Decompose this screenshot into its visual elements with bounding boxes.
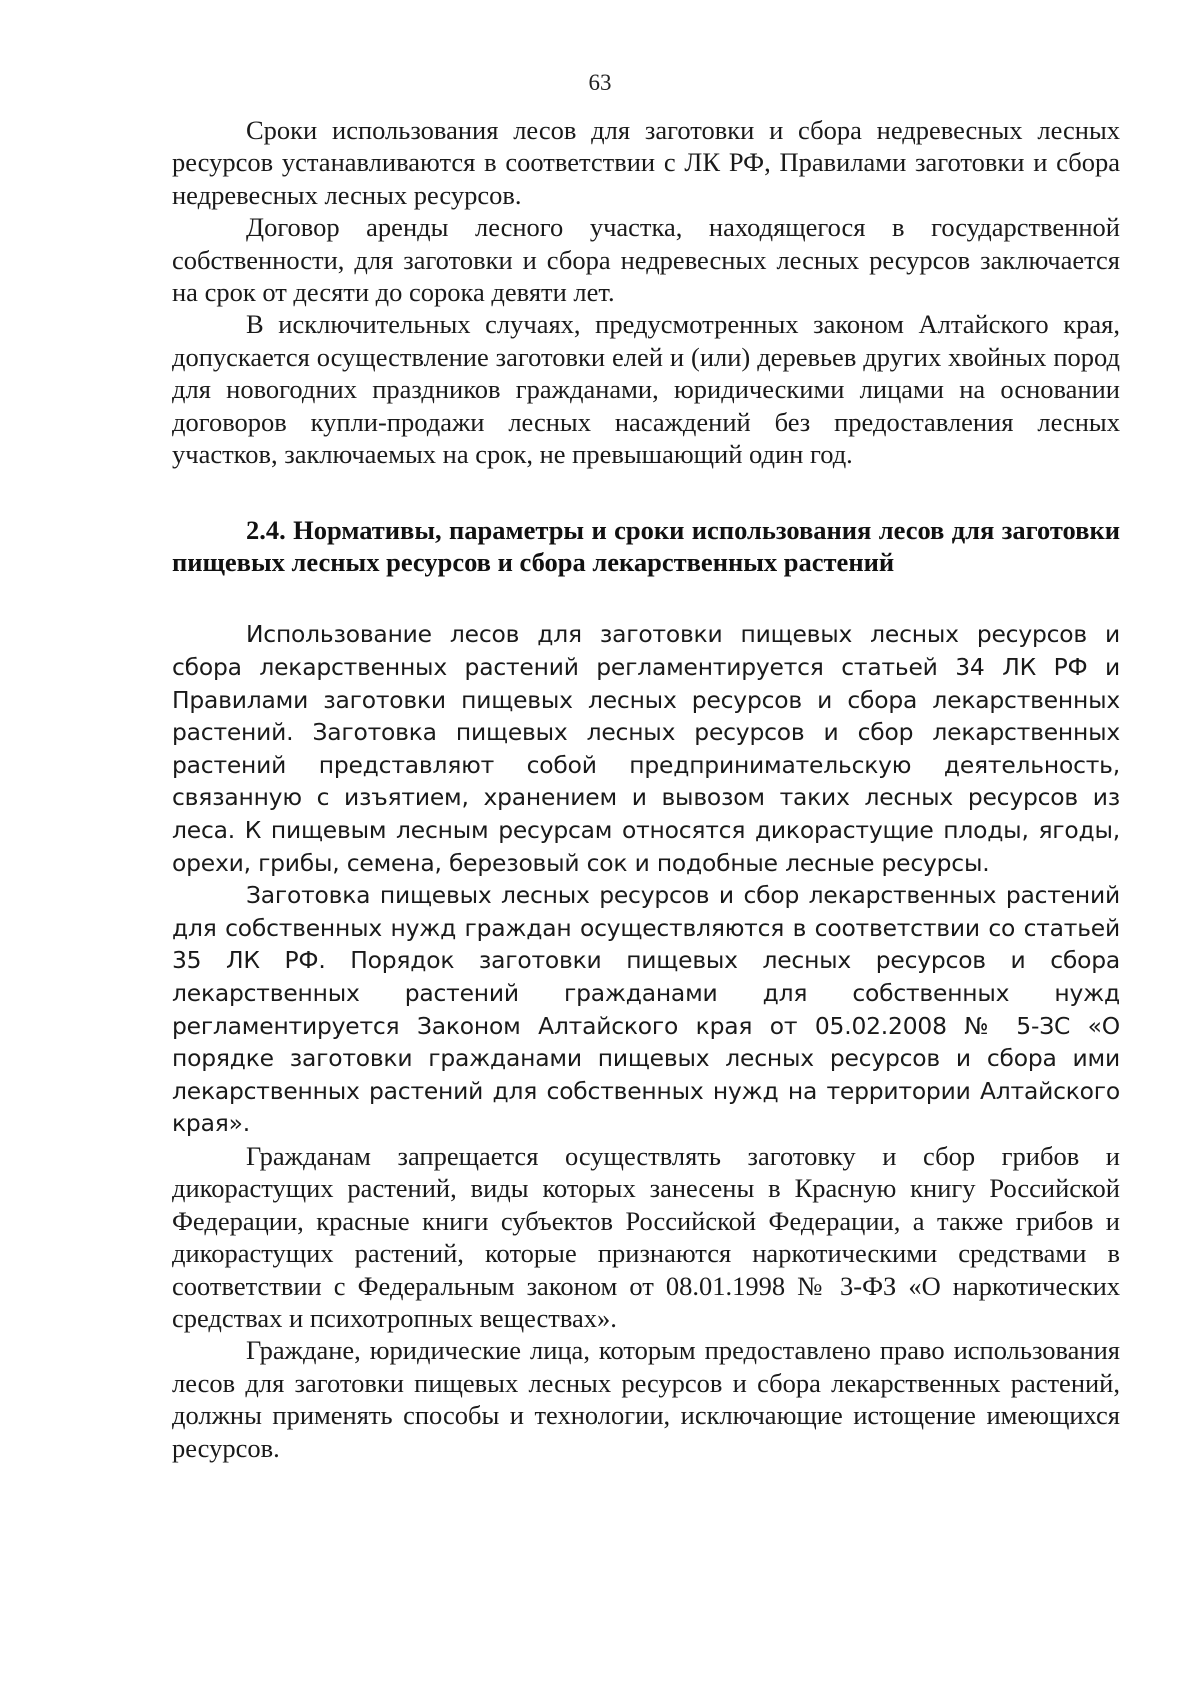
paragraph-forest-use-food: Использование лесов для заготовки пищевых лесных ресурсов и сбора лекарственных растений регламентируется статьей 34 ЛК РФ и Правилами заготовки пищевых лесных ресурсов и сбора лекарственных растений. Заготовка пищевых лесных ресурсов и сбор лекарственных растений представляют собой предпринимательскую деятельность, связанную с изъятием, хранением и вывозом таких лесных ресурсов из леса. К пищевым лесным ресурсам относятся дикорастущие плоды, ягоды, орехи, грибы, семена, березовый сок и подобные лесные ресурсы. — [172, 620, 1120, 877]
page-content — [172, 114, 1120, 1464]
paragraph-exceptional-cases: В исключительных случаях, предусмотренных законом Алтайского края, допускается осуществление заготовки елей и (или) деревьев других хвойных пород для новогодних праздников гражданами, юридическими лицами на основании договоров купли-продажи лесных насаждений без предоставления лесных участков, заключаемых на срок, не превышающий один год. — [172, 309, 1120, 470]
paragraph-technologies: Граждане, юридические лица, которым предоставлено право использования лесов для заготовки пищевых лесных ресурсов и сбора лекарственных растений, должны применять способы и технологии, исключающие истощение имеющихся ресурсов. — [172, 1335, 1120, 1463]
paragraph-own-needs: Заготовка пищевых лесных ресурсов и сбор лекарственных растений для собственных нужд граждан осуществляются в соответствии со статьей 35 ЛК РФ. Порядок заготовки пищевых лесных ресурсов и сбора лекарственных растений гражданами для собственных нужд регламентируется Законом Алтайского края от 05.02.2008 № 5-ЗС «О порядке заготовки гражданами пищевых лесных ресурсов и сбора ими лекарственных растений для собственных нужд на территории Алтайского края». — [172, 881, 1120, 1138]
section-heading: 2.4. Нормативы, параметры и сроки использования лесов для заготовки пищевых лесных ресурсов и сбора лекарственных растений — [172, 515, 1120, 578]
paragraph-terms-nonwood: Сроки использования лесов для заготовки и сбора недревесных лесных ресурсов устанавливаются в соответствии с ЛК РФ, Правилами заготовки и сбора недревесных лесных ресурсов. — [172, 115, 1120, 210]
paragraph-lease-agreement: Договор аренды лесного участка, находящегося в государственной собственности, для заготовки и сбора недревесных лесных ресурсов заключается на срок от десяти до сорока девяти лет. — [172, 212, 1120, 308]
page-number: 63 — [588, 70, 612, 95]
paragraph-prohibition: Гражданам запрещается осуществлять заготовку и сбор грибов и дикорастущих растений, виды которых занесены в Красную книгу Российской Федерации, красные книги субъектов Российской Федерации, а также грибов и дикорастущих растений, которые признаются наркотическими средствами в соответствии с Федеральным законом от 08.01.1998 № 3-ФЗ «О наркотических средствах и психотропных веществах». — [172, 1140, 1120, 1333]
